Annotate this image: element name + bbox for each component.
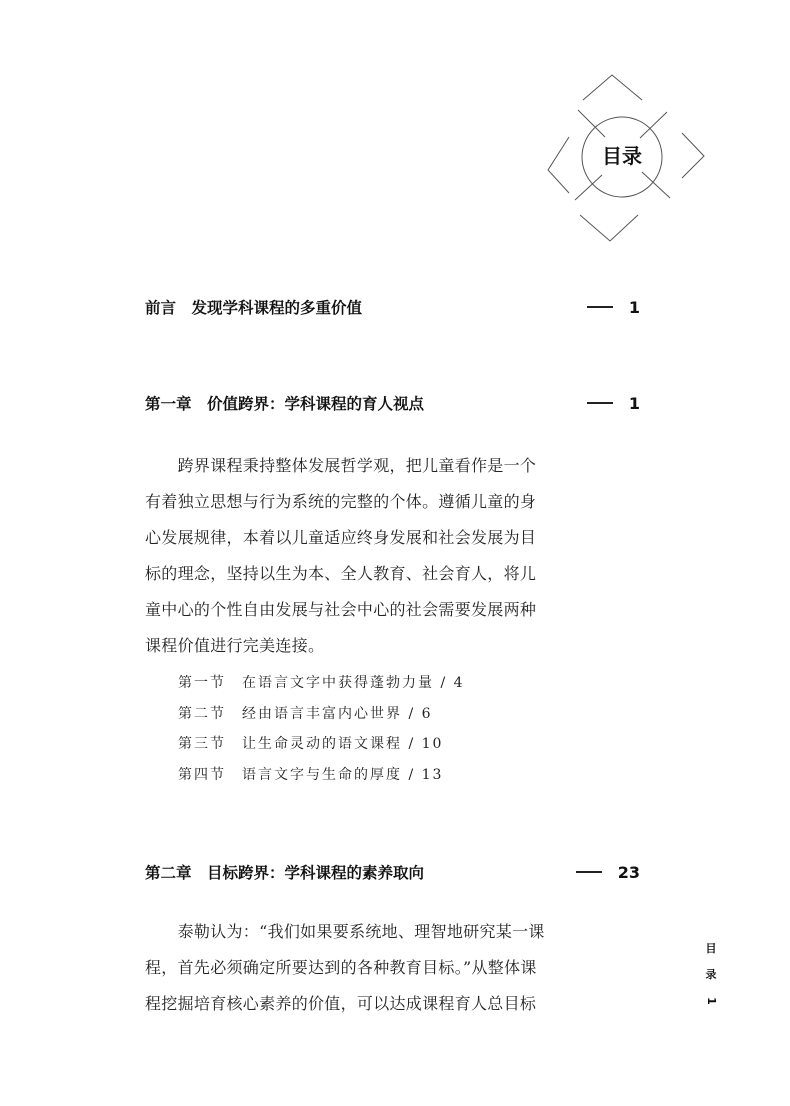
para-line: 标的理念，坚持以生为本、全人教育、社会育人，将儿 [145,564,537,583]
para-line: 程挖掘培育核心素养的价值，可以达成课程育人总目标 [145,994,537,1013]
toc-entry-preface[interactable]: 前言 发现学科课程的多重价值 1 [145,297,640,317]
side-char: 目 [705,942,717,955]
leader-dash [576,871,602,873]
toc-entry-chapter-1[interactable]: 第一章 价值跨界：学科课程的育人视点 1 [145,393,640,413]
side-page-number: 1 [705,997,718,1005]
toc-entry-chapter-2[interactable]: 第二章 目标跨界：学科课程的素养取向 23 [145,862,640,882]
chapter-2-intro [145,914,545,1022]
toc-section[interactable]: 第三节 让生命灵动的语文课程 / 10 [178,736,444,752]
toc-section[interactable]: 第二节 经由语言丰富内心世界 / 6 [178,705,433,722]
para-line: 跨界课程秉持整体发展哲学观，把儿童看作是一个 [145,456,537,475]
para-line: 课程价值进行完美连接。 [145,636,325,655]
para-line: 童中心的个性自由发展与社会中心的社会需要发展两种 [145,600,537,619]
page-title: 目录 [602,144,642,168]
toc-section[interactable]: 第四节 语言文字与生命的厚度 / 13 [178,766,444,783]
para-line: 程，首先必须确定所要达到的各种教育目标。”从整体课 [145,958,537,977]
side-running-head [704,936,718,1014]
para-line: 心发展规律，本着以儿童适应终身发展和社会发展为目 [145,528,537,547]
leader-dash [587,306,613,308]
chapter-1-intro [145,448,537,664]
leader-dash [587,402,613,404]
para-line: 有着独立思想与行为系统的完整的个体。遵循儿童的身 [145,492,537,511]
section-list [178,672,465,794]
para-line: 泰勒认为：“我们如果要系统地、理智地研究某一课 [145,922,545,941]
toc-section[interactable]: 第一节 在语言文字中获得蓬勃力量 / 4 [178,675,465,691]
side-char: 录 [705,968,717,981]
